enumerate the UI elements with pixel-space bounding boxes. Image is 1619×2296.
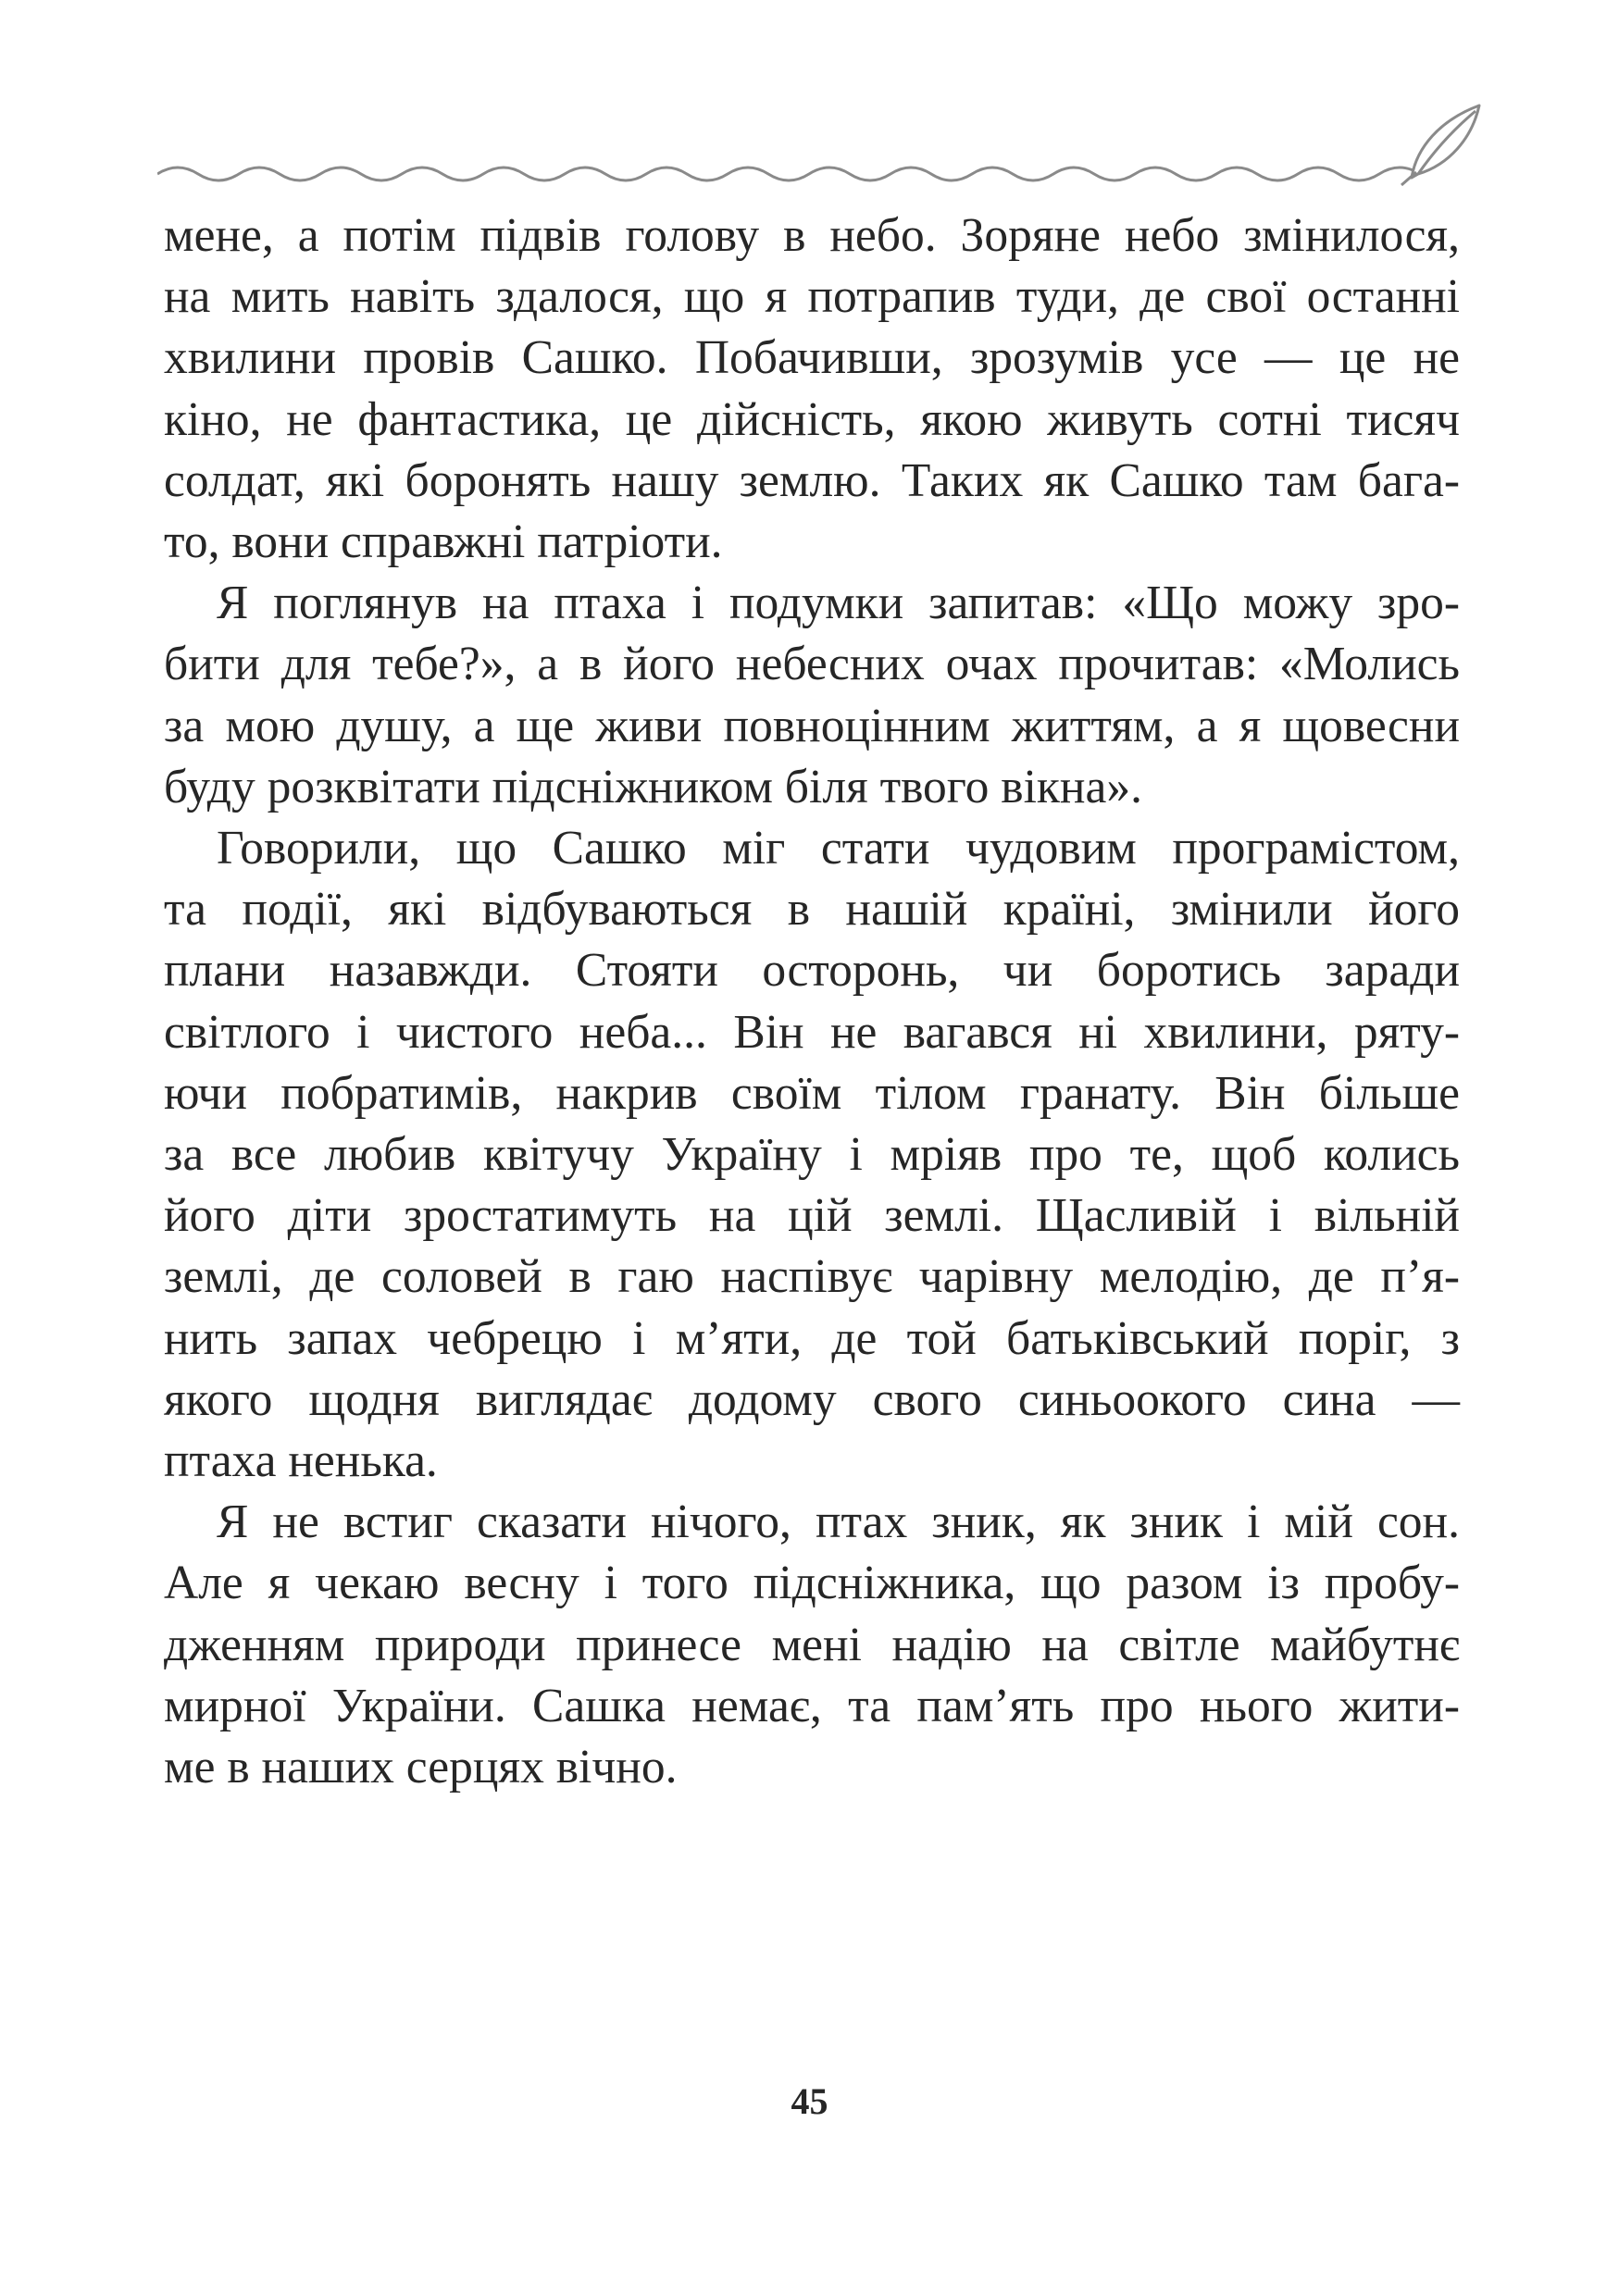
paragraph [164, 205, 1460, 573]
page-number: 45 [791, 2080, 828, 2122]
text-line: Я не встиг сказати нічого, птах зник, як зник і мій сон. [217, 1496, 1460, 1549]
text-line: Але я чекаю весну і того підсніжника, що разом із пробу- [164, 1557, 1460, 1610]
text-line: ючи побратимів, накрив своїм тілом гранату. Він більше [164, 1066, 1460, 1120]
quill-icon [1401, 105, 1479, 185]
text-line: хвилини провів Сашко. Побачивши, зрозумів усе — це не [164, 331, 1460, 385]
text-line: солдат, які боронять нашу землю. Таких як Сашко там бага- [164, 453, 1460, 507]
text-line: мене, а потім підвів голову в небо. Зоряне небо змінилося, [164, 209, 1460, 262]
text-line: ме в наших серцях вічно. [164, 1741, 678, 1794]
wavy-line-quill-icon [157, 93, 1490, 194]
main-text [164, 205, 1460, 1798]
text-line: птаха ненька. [164, 1434, 438, 1488]
text-line: то, вони справжні патріоти. [164, 515, 723, 569]
text-line: за мою душу, а ще живи повноцінним життям, а я щовесни [164, 699, 1460, 752]
text-line: дженням природи принесе мені надію на світле майбутнє [164, 1618, 1460, 1671]
text-line: його діти зростатимуть на цій землі. Щасливій і вільній [164, 1189, 1460, 1243]
text-line: якого щодня виглядає додому свого синьоокого сина — [164, 1372, 1460, 1426]
text-line: кіно, не фантастика, це дійсність, якою живуть сотні тисяч [164, 392, 1460, 446]
text-line: буду розквітати підсніжником біля твого вікна». [164, 760, 1142, 813]
text-line: Говорили, що Сашко міг стати чудовим програмістом, [217, 822, 1460, 875]
text-line: Я поглянув на птаха і подумки запитав: «Що можу зро- [217, 577, 1460, 630]
text-line: мирної України. Сашка немає, та пам’ять про нього жити- [164, 1679, 1460, 1732]
text-line: плани назавжди. Стояти осторонь, чи боротись заради [164, 944, 1460, 998]
text-line: на мить навіть здалося, що я потрапив туди, де свої останні [164, 270, 1460, 324]
text-line: світлого і чистого неба... Він не вагався ні хвилини, ряту- [164, 1005, 1460, 1059]
text-line: нить запах чебрецю і м’яти, де той батьківський поріг, з [164, 1311, 1460, 1365]
text-line: за все любив квітучу Україну і мріяв про те, щоб колись [164, 1128, 1460, 1182]
text-line: землі, де соловей в гаю наспівує чарівну мелодію, де п’я- [164, 1250, 1460, 1304]
paragraph [164, 818, 1460, 1492]
text-line: бити для тебе?», а в його небесних очах прочитав: «Молись [164, 638, 1460, 691]
paragraph [164, 573, 1460, 818]
paragraph [164, 1492, 1460, 1798]
text-line: та події, які відбуваються в нашій країні, змінили його [164, 883, 1460, 937]
